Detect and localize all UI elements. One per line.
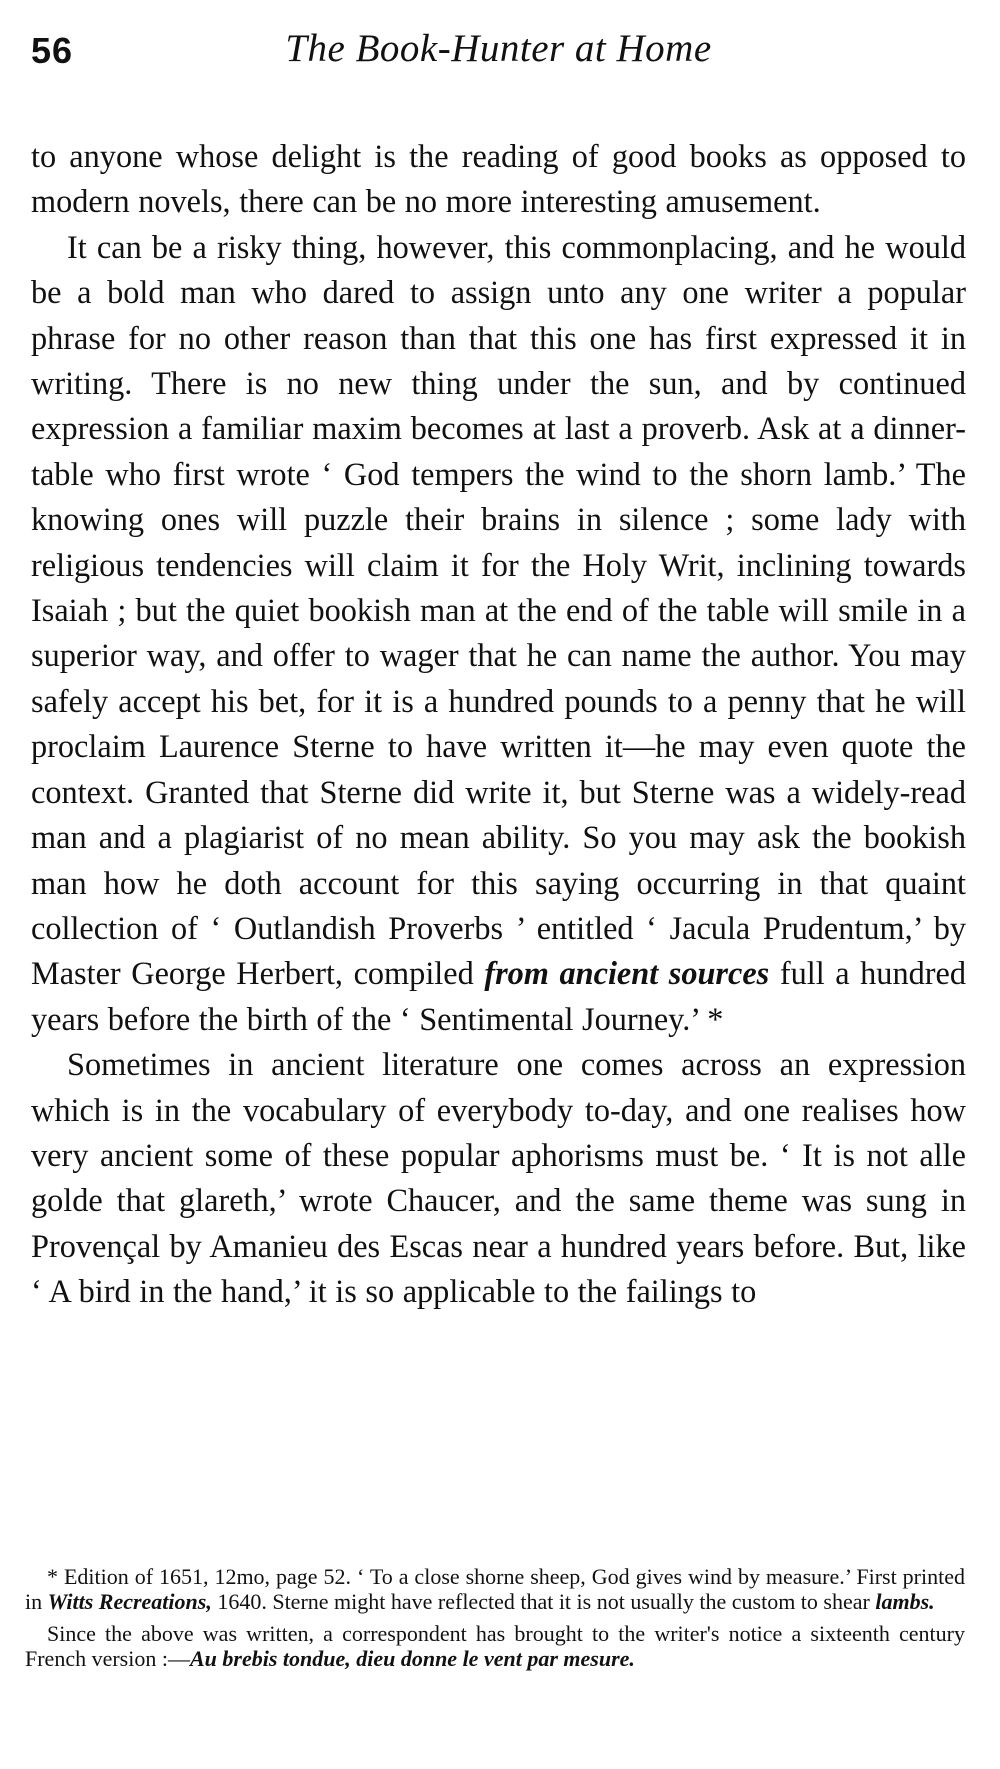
paragraph-2 [31,225,966,1042]
footnote-1-text-b: 1640. Sterne might have reflected that it is not usually the custom to shear [217,1588,870,1614]
body-text [31,134,966,1315]
paragraph-3: Sometimes in ancient literature one comes across an expression which is in the vocabulary of everybody to-day, and one realises how very ancient some of these popular aphorisms must be. ‘ It is not alle golde that glareth,’ wrote Chaucer, and the same theme was sung in Provençal by Amanieu des Escas near a hundred years before. But, like ‘ A bird in the hand,’ it is so applicable to the failings to [31,1046,966,1310]
footnote-1-italic-word: lambs. [875,1588,935,1614]
footnotes [25,1565,965,1671]
footnote-1 [25,1565,965,1614]
footnote-2 [25,1622,965,1671]
footnote-1-text-a: * Edition of 1651, 12mo, page 52. ‘ To a close shorne sheep, God gives wind by measure.’ First printed in [25,1564,965,1614]
paragraph-2-italic: from ancient sources [484,955,770,992]
footnote-2-french-quote: Au brebis tondue, dieu donne le vent par mesure. [189,1645,635,1671]
paragraph-2-end: full a hundred years before the birth of the ‘ Sentimental Journey.’ * [31,955,966,1037]
book-page [31,20,966,1315]
paragraph-2-text: It can be a risky thing, however, this commonplacing, and he would be a bold man who dared to assign unto any one writer a popular phrase for no other reason than that this one has first expressed it in writing. There is no new thing under the sun, and by continued expression a familiar maxim becomes at last a proverb. Ask at a dinner-table who first wrote ‘ God tempers the wind to the shorn lamb.’ The knowing ones will puzzle their brains in silence ; some lady with religious tendencies will claim it for the Holy Writ, inclining towards Isaiah ; but the quiet bookish man at the end of the table will smile in a superior way, and offer to wager that he can name the author. You may safely accept his bet, for it is a hundred pounds to a penny that he will proclaim Laurence Sterne to have written it—he may even quote the context. Granted that Sterne did write it, but Sterne was a widely-read man and a plagiarist of no mean ability. So you may ask the bookish man how he doth account for this saying occurring in that quaint collection of ‘ Outlandish Proverbs ’ entitled ‘ Jacula Prudentum,’ by Master George Herbert, compiled [31,228,966,992]
page-number: 56 [31,30,74,71]
paragraph-1: to anyone whose delight is the reading of good books as opposed to modern novels, there can be no more interesting amusement. [31,138,966,220]
footnote-1-italic-title: Witts Recreations, [47,1588,212,1614]
running-title: The Book-Hunter at Home [285,27,712,70]
page-header [31,20,966,82]
footnote-2-text: Since the above was written, a correspondent has brought to the writer's notice a sixteenth century French version :— [25,1621,965,1671]
